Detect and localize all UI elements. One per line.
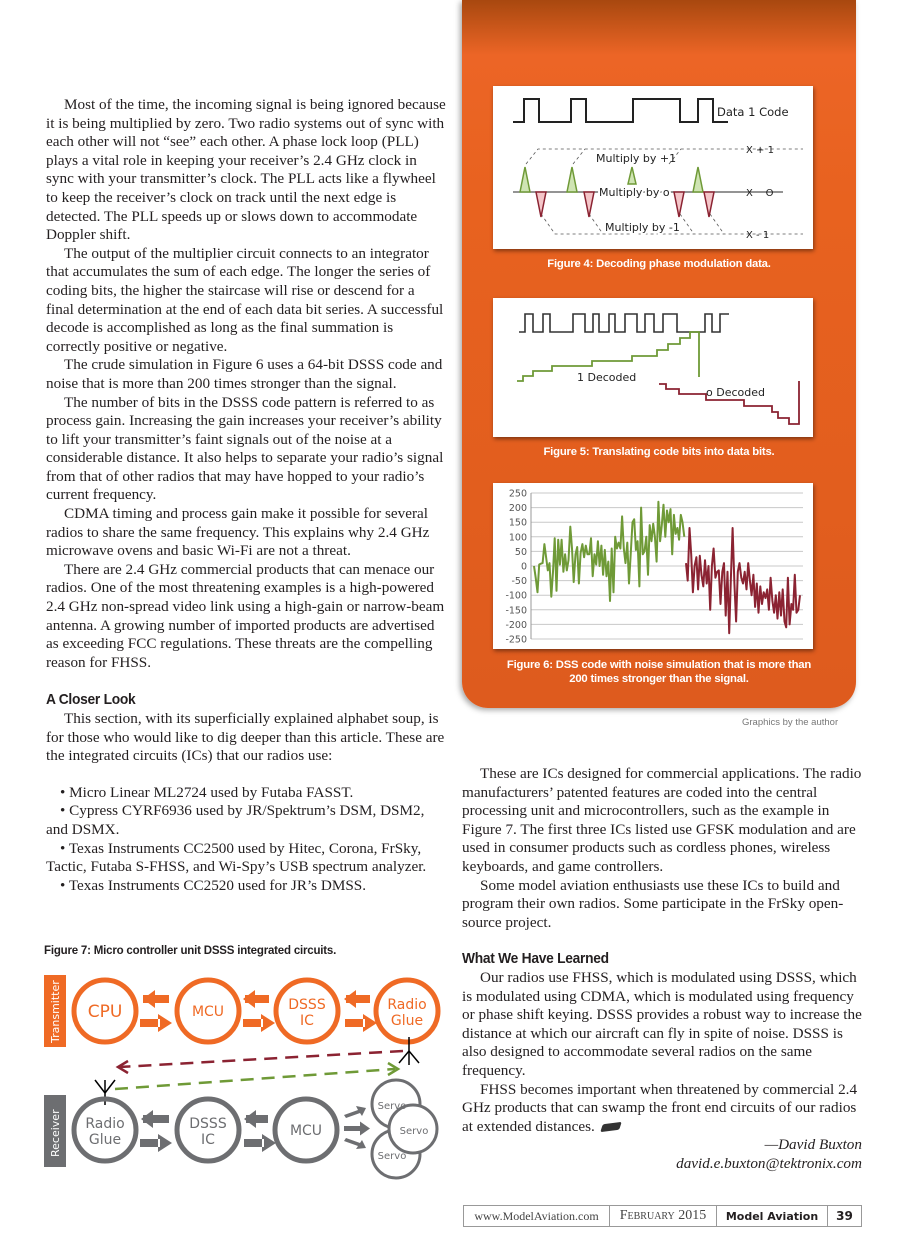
svg-text:X O: X O (746, 188, 774, 199)
figure6-caption-line2: 200 times stronger than the signal. (569, 673, 749, 685)
svg-text:o Decoded: o Decoded (706, 386, 765, 399)
ic-list-item: • Texas Instruments CC2500 used by Hitec, Corona, FrSky, Tactic, Futaba S-FHSS, and Wi-Spy’s USB spectrum analyzer. (46, 839, 427, 876)
svg-text:-200: -200 (505, 619, 527, 631)
page-footer (463, 1205, 862, 1227)
svg-text:X - 1: X - 1 (746, 230, 770, 241)
body-paragraph: Our radios use FHSS, which is modulated using DSSS, which is modulated using CDMA, which is modulated using frequency or phase shift keying. DSSS provides a robust way to increase the distance at which our aircraft can fly in spite of noise. DSSS is also designed to accommodate several radios on the same frequency. (462, 968, 862, 1079)
footer-website[interactable]: www.ModelAviation.com (464, 1206, 610, 1226)
svg-text:DSSSIC: DSSS IC (288, 997, 326, 1029)
body-paragraph: The crude simulation in Figure 6 uses a 64-bit DSSS code and noise that is more than 200 times stronger than the signal. (46, 356, 443, 392)
section-heading-closer-look: A Closer Look (46, 691, 136, 709)
svg-text:MCU: MCU (289, 1123, 323, 1139)
ic-list (46, 784, 446, 896)
svg-text:Servo: Servo (377, 1101, 407, 1112)
svg-text:CPU: CPU (87, 1002, 123, 1022)
svg-text:Multiply by +1: Multiply by +1 (596, 152, 677, 165)
svg-text:-150: -150 (505, 605, 527, 617)
svg-text:Multiply by o: Multiply by o (599, 186, 670, 199)
noise-simulation-chart (493, 483, 813, 649)
author-email[interactable]: david.e.buxton@tektronix.com (676, 1154, 862, 1172)
graphics-credit: Graphics by the author (742, 717, 839, 728)
svg-text:-50: -50 (511, 576, 527, 588)
figure5-diagram (493, 298, 813, 437)
figure6-chart (493, 483, 813, 649)
figure4-caption: Figure 4: Decoding phase modulation data. (547, 258, 771, 270)
body-paragraph: There are 2.4 GHz commercial products that can menace our radios. One of the most threatening examples is a high-powered 2.4 GHz non-spread video link using a high-gain or narrow-beam antenna. A growing number of imported products are advertised as exceeding FCC regulations. These threats are the compelling reason for FHSS. (46, 560, 445, 671)
body-paragraph: These are ICs designed for commercial applications. The radio manufacturers’ patented features are coded into the central processing unit and microcontrollers, such as the example in Figure 7. The first three ICs listed use GFSK modulation and are used in consumer products such as cordless phones, wireless keyboards, and game controllers. (462, 765, 862, 875)
svg-text:DSSSIC: DSSS IC (189, 1116, 227, 1148)
body-paragraph: The output of the multiplier circuit connects to an integrator that accumulates the sum of each edge. The longer the series of coding bits, the higher the staircase will rise or descend for a final determination at the end of each data bit series. A successful decode is accomplished as long as the final summation is correctly positive or negative. (46, 244, 444, 355)
svg-text:Multiply by -1: Multiply by -1 (605, 221, 680, 234)
figure6-caption (462, 658, 856, 686)
svg-text:RadioGlue: Radio Glue (85, 1116, 125, 1148)
svg-text:Data 1 Code: Data 1 Code (717, 105, 789, 119)
svg-text:RadioGlue: Radio Glue (387, 997, 427, 1029)
right-column (462, 765, 862, 1173)
svg-text:Servo: Servo (377, 1151, 407, 1162)
closing-paragraph-text: FHSS becomes important when threatened by commercial 2.4 GHz products that can swamp the front end circuits of our radios at extended distances. (462, 1080, 858, 1135)
svg-text:-100: -100 (505, 590, 527, 602)
ic-list-item: • Cypress CYRF6936 used by JR/Spektrum’s DSM, DSM2, and DSMX. (46, 802, 425, 838)
svg-text:1 Decoded: 1 Decoded (577, 371, 637, 384)
svg-text:250: 250 (508, 488, 527, 500)
receiver-label: Receiver (49, 1109, 62, 1157)
figures-sidebar (462, 0, 856, 708)
airplane-end-mark-icon (601, 1122, 623, 1132)
figure6-caption-line1: Figure 6: DSS code with noise simulation that is more than (506, 659, 812, 671)
figure5-caption: Figure 5: Translating code bits into data bits. (543, 446, 775, 458)
author-name: —David Buxton (764, 1136, 862, 1154)
svg-text:MCU: MCU (191, 1004, 225, 1020)
body-paragraph: CDMA timing and process gain make it possible for several radios to share the same frequency. This explains why 2.4 GHz microwave ovens and basic Wi-Fi are not a threat. (46, 505, 430, 560)
ic-list-item: • Texas Instruments CC2520 used for JR’s DMSS. (60, 876, 367, 894)
svg-text:150: 150 (508, 517, 527, 529)
svg-text:200: 200 (508, 503, 527, 515)
body-paragraph: Most of the time, the incoming signal is being ignored because it is being multiplied by zero. Two radio systems out of sync with each other will not “see” each other. A phase lock loop (PLL) plays a vital role in keeping your receiver’s 2.4 GHz clock in sync with your transmitter’s clock. The PLL acts like a flywheel to keep the receiver’s clock on track until the next edge is detected. The PLL speeds up or slows down to accommodate Doppler shift. (46, 96, 446, 244)
transmitter-label: Transmitter (49, 980, 62, 1043)
figure7-diagram (40, 965, 460, 1195)
figure5-box (493, 298, 813, 437)
section-heading-learned: What We Have Learned (462, 950, 609, 968)
figure4-box (493, 86, 813, 249)
footer-magazine-name: Model Aviation (717, 1206, 828, 1226)
ic-list-item: • Micro Linear ML2724 used by Futaba FASST. (60, 783, 354, 801)
svg-text:Servo: Servo (399, 1126, 429, 1137)
body-paragraph: The number of bits in the DSSS code pattern is referred to as process gain. Increasing the gain increases your receiver’s ability to lift your transmitter’s faint signals out of the noise at a considerable distance. It also helps to separate your radio’s signal from that of other radios that may have hopped to your radio’s current frequency. (46, 393, 444, 504)
svg-text:-250: -250 (505, 634, 527, 646)
svg-text:0: 0 (520, 561, 527, 573)
body-paragraph: Some model aviation enthusiasts use these ICs to build and program their own radios. Some participate in the FrSky open-source project. (462, 876, 844, 931)
left-column (46, 96, 446, 895)
footer-page-number: 39 (836, 1209, 853, 1223)
footer-issue-date: February 2015 (610, 1206, 717, 1226)
body-paragraph: This section, with its superficially explained alphabet soup, is for those who would like to dig deeper than this article. These are the integrated circuits (ICs) that our radios use: (46, 710, 445, 765)
svg-text:50: 50 (514, 546, 527, 558)
body-paragraph (462, 1081, 862, 1137)
figure7-caption: Figure 7: Micro controller unit DSSS integrated circuits. (44, 945, 337, 957)
svg-text:X + 1: X + 1 (746, 145, 774, 156)
figure4-diagram (493, 86, 813, 249)
svg-text:100: 100 (508, 532, 527, 544)
